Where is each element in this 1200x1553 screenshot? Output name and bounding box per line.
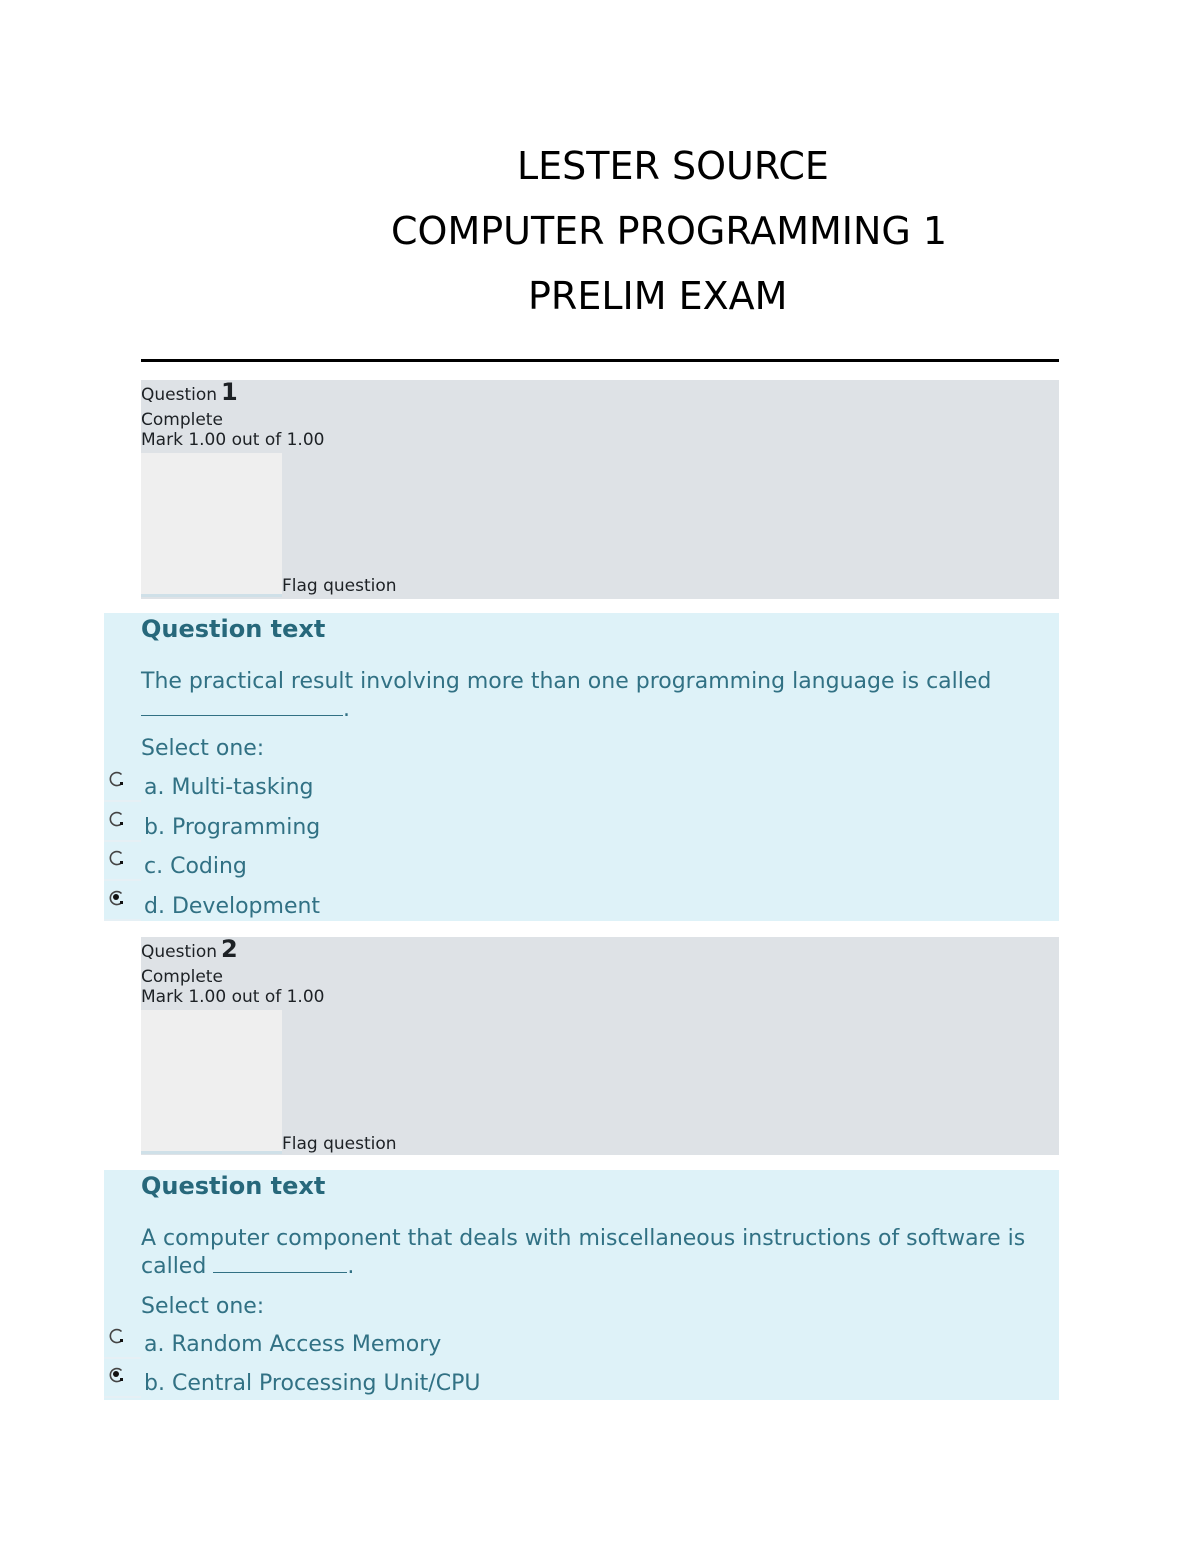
select-one-prompt: Select one: bbox=[141, 736, 265, 761]
answer-option-label: c. Coding bbox=[144, 854, 247, 879]
answer-option-label: d. Development bbox=[144, 894, 321, 919]
header-line-1: LESTER SOURCE bbox=[517, 144, 829, 188]
answer-option-label: a. Random Access Memory bbox=[144, 1332, 442, 1357]
answer-blank bbox=[213, 1252, 347, 1273]
question-2-formulation bbox=[104, 1170, 1059, 1400]
answer-option-label: a. Multi-tasking bbox=[144, 775, 314, 800]
radio-unselected-icon[interactable] bbox=[108, 1327, 126, 1345]
option-separator bbox=[104, 919, 141, 921]
question-text-end: . bbox=[343, 697, 350, 722]
option-separator bbox=[104, 879, 141, 881]
radio-unselected-icon[interactable] bbox=[108, 770, 126, 788]
radio-unselected-icon[interactable] bbox=[108, 849, 126, 867]
header-line-2: COMPUTER PROGRAMMING 1 bbox=[391, 209, 948, 253]
flag-icon[interactable] bbox=[141, 1010, 282, 1151]
question-grade: Mark 1.00 out of 1.00 bbox=[141, 430, 325, 450]
option-separator bbox=[104, 800, 141, 802]
question-number-line bbox=[141, 937, 238, 961]
question-label: Question bbox=[141, 942, 218, 962]
question-text-heading: Question text bbox=[141, 615, 326, 643]
answer-option-b[interactable] bbox=[104, 810, 1059, 850]
question-number: 1 bbox=[221, 378, 238, 406]
question-text-body: The practical result involving more than one programming language is called bbox=[141, 669, 992, 694]
flag-question-link[interactable]: Flag question bbox=[282, 1134, 397, 1154]
option-separator bbox=[104, 1396, 141, 1398]
flag-icon[interactable] bbox=[141, 453, 282, 594]
option-separator bbox=[104, 1357, 141, 1359]
question-2-info bbox=[141, 937, 1059, 1155]
question-1-info bbox=[141, 380, 1059, 599]
answer-option-c[interactable] bbox=[104, 849, 1059, 889]
question-text-end: . bbox=[347, 1254, 355, 1279]
select-one-prompt: Select one: bbox=[141, 1294, 265, 1319]
radio-selected-icon[interactable] bbox=[108, 1366, 126, 1384]
question-state: Complete bbox=[141, 410, 223, 430]
radio-unselected-icon[interactable] bbox=[108, 810, 126, 828]
answer-option-label: b. Programming bbox=[144, 815, 321, 840]
flag-underline bbox=[141, 594, 282, 597]
answer-blank bbox=[141, 695, 343, 716]
question-grade: Mark 1.00 out of 1.00 bbox=[141, 987, 325, 1007]
answer-option-label: b. Central Processing Unit/CPU bbox=[144, 1371, 481, 1396]
question-text bbox=[141, 1226, 1051, 1280]
question-label: Question bbox=[141, 385, 218, 405]
question-text bbox=[141, 669, 1051, 723]
flag-question-link[interactable]: Flag question bbox=[282, 576, 397, 596]
question-number: 2 bbox=[221, 935, 238, 963]
question-1-formulation bbox=[104, 613, 1059, 921]
header-divider bbox=[141, 359, 1059, 362]
answer-option-d[interactable] bbox=[104, 889, 1059, 929]
question-number-line bbox=[141, 380, 238, 404]
question-text-body: A computer component that deals with miscellaneous instructions of software is called bbox=[141, 1226, 1026, 1279]
question-state: Complete bbox=[141, 967, 223, 987]
answer-option-a[interactable] bbox=[104, 1327, 1059, 1367]
header-line-3: PRELIM EXAM bbox=[528, 274, 788, 318]
answer-option-a[interactable] bbox=[104, 770, 1059, 810]
question-text-heading: Question text bbox=[141, 1172, 326, 1200]
answer-option-b[interactable] bbox=[104, 1366, 1059, 1406]
radio-selected-icon[interactable] bbox=[108, 889, 126, 907]
option-separator bbox=[104, 840, 141, 842]
flag-underline bbox=[141, 1151, 282, 1154]
